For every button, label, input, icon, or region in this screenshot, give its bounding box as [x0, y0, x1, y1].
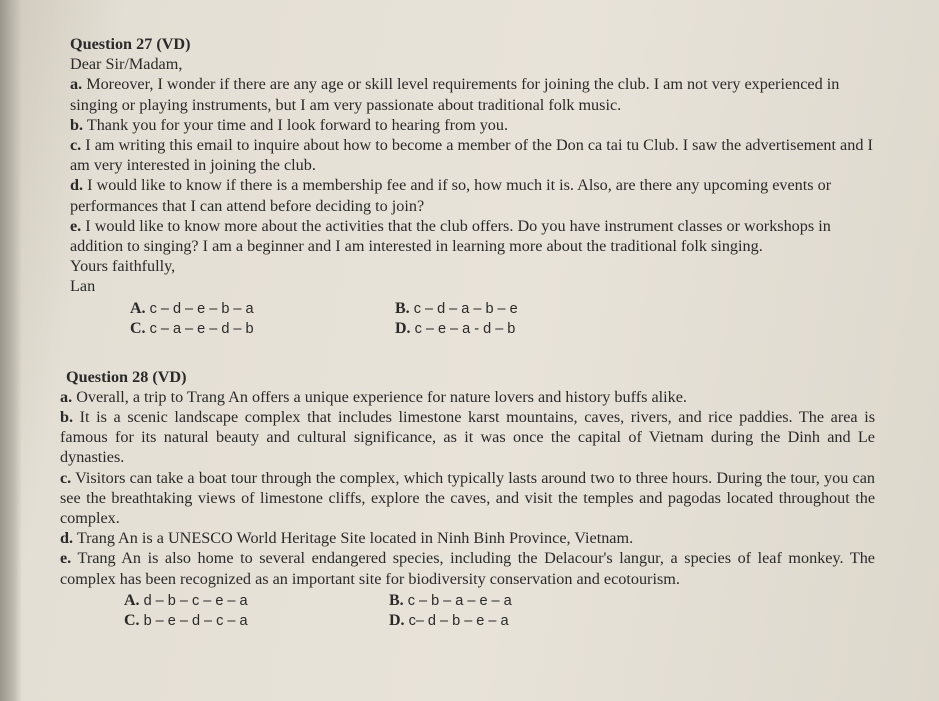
- sentence-text: Thank you for your time and I look forward to hearing from you.: [86, 115, 509, 134]
- sentence-label: a.: [70, 75, 83, 94]
- sentence-text: Trang An is a UNESCO World Heritage Site located in Ninh Binh Province, Vietnam.: [76, 529, 634, 548]
- option-label: C.: [130, 319, 146, 337]
- option-text: b – e – d – c – a: [143, 612, 248, 629]
- sentence-e: [60, 548, 875, 588]
- question-title: Question 28 (VD): [66, 367, 187, 386]
- option-text: d – b – c – e – a: [143, 592, 248, 609]
- option-label: D.: [389, 611, 405, 629]
- sentence-a: [60, 387, 875, 407]
- sentence-text: I would like to know if there is a membership fee and if so, how much it is. Also, are there any upcoming events or performances that I can attend before deciding to join?: [70, 176, 832, 215]
- sentence-a: [60, 74, 875, 114]
- letter-signature: Lan: [70, 277, 96, 296]
- option-c[interactable]: [130, 319, 395, 339]
- sentence-label: d.: [60, 529, 74, 548]
- sentence-b: [60, 407, 875, 468]
- sentence-text: Visitors can take a boat tour through the complex, which typically lasts around two to three hours. During the tour, you can see the breathtaking views of limestone cliffs, explore the caves, and visit the temples and pagodas located throughout the complex.: [60, 468, 875, 528]
- option-text: c – b – a – e – a: [407, 592, 512, 609]
- option-label: D.: [395, 319, 411, 337]
- option-label: B.: [395, 299, 410, 317]
- option-text: c – a – e – d – b: [149, 320, 254, 337]
- sentence-label: c.: [70, 136, 82, 155]
- letter-closing: Yours faithfully,: [70, 257, 176, 276]
- option-text: c – e – a - d – b: [414, 320, 516, 337]
- option-b[interactable]: [395, 299, 695, 319]
- section-gap: [60, 339, 875, 367]
- sentence-label: c.: [60, 468, 72, 487]
- option-text: c – d – e – b – a: [149, 300, 254, 317]
- sentence-text: I am writing this email to inquire about how to become a member of the Don ca tai tu Club. I saw the advertisement and I am very interested in joining the club.: [70, 136, 873, 175]
- sentence-label: b.: [60, 408, 74, 427]
- sentence-text: Trang An is also home to several endangered species, including the Delacour's langur, a species of leaf monkey. The complex has been recognized as an important site for biodiversity conservation and ecotourism.: [60, 549, 875, 588]
- sentence-c: [60, 135, 875, 175]
- option-a[interactable]: [124, 591, 389, 611]
- option-c[interactable]: [124, 611, 389, 631]
- sentence-label: e.: [60, 549, 72, 568]
- letter-greeting: Dear Sir/Madam,: [70, 55, 183, 74]
- question-title: Question 27 (VD): [70, 35, 191, 53]
- sentence-c: [60, 468, 875, 529]
- option-d[interactable]: [395, 319, 695, 339]
- option-a[interactable]: [130, 299, 395, 319]
- sentence-text: Overall, a trip to Trang An offers a unique experience for nature lovers and history buffs alike.: [76, 387, 687, 406]
- option-label: B.: [389, 591, 404, 609]
- sentence-label: b.: [70, 115, 84, 134]
- sentence-d: [60, 175, 875, 215]
- option-text: c – d – a – b – e: [413, 300, 518, 317]
- sentence-label: e.: [70, 216, 82, 235]
- option-label: C.: [124, 611, 140, 629]
- question-28: [60, 367, 875, 631]
- sentence-e: [60, 216, 875, 256]
- option-text: c– d – b – e – a: [408, 612, 509, 629]
- sentence-text: It is a scenic landscape complex that includes limestone karst mountains, caves, rivers, and rice paddies. The area is famous for its natural beauty and cultural significance, as it was once the capital of Vietnam during the Dinh and Le dynasties.: [60, 408, 876, 467]
- option-label: A.: [130, 299, 146, 317]
- sentence-label: d.: [70, 176, 84, 195]
- option-label: A.: [124, 591, 140, 609]
- answer-options: [60, 591, 875, 631]
- option-b[interactable]: [389, 591, 689, 611]
- sentence-text: Moreover, I wonder if there are any age or skill level requirements for joining the club. I am not very experienced in singing or playing instruments, but I am very passionate about traditional folk music.: [70, 75, 840, 114]
- document-body: [60, 34, 875, 631]
- question-27: [60, 34, 875, 339]
- sentence-label: a.: [60, 387, 73, 406]
- page-binding-edge: [0, 0, 22, 701]
- sentence-d: [60, 528, 875, 548]
- sentence-b: [60, 115, 875, 135]
- answer-options: [60, 299, 875, 339]
- option-d[interactable]: [389, 611, 689, 631]
- sentence-text: I would like to know more about the activities that the club offers. Do you have instrument classes or workshops in addition to singing? I am a beginner and I am interested in learning more about the traditional folk singing.: [70, 216, 831, 256]
